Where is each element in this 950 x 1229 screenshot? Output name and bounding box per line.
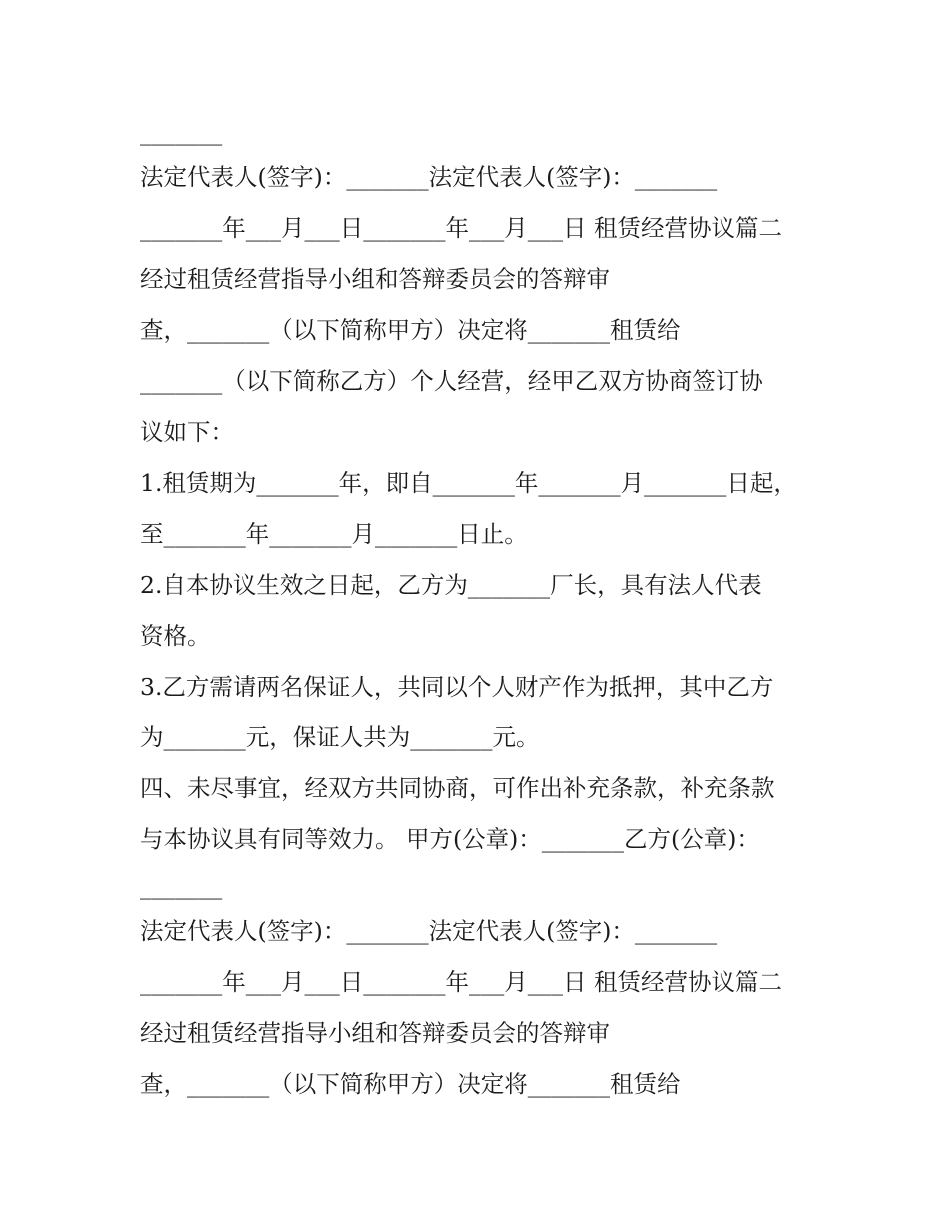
text-line-8: 1.租赁期为_______年，即自_______年_______月_______日起， <box>140 469 797 497</box>
text-line-15: 与本协议具有同等效力。 甲方(公章)：_______乙方(公章)： <box>140 825 760 853</box>
text-line-9: 至_______年_______月_______日止。 <box>140 520 528 548</box>
text-line-20: 查，_______（以下简称甲方）决定将_______租赁给 <box>140 1070 681 1098</box>
text-line-13: 为_______元，保证人共为_______元。 <box>140 723 540 751</box>
text-line-7: 议如下： <box>140 418 234 446</box>
text-line-19: 经过租赁经营指导小组和答辩委员会的答辩审 <box>140 1019 610 1047</box>
text-line-18: _______年___月___日_______年___月___日 租赁经营协议篇二 <box>140 968 782 996</box>
text-line-1: _______ <box>140 118 223 146</box>
text-line-6: _______（以下简称乙方）个人经营，经甲乙双方协商签订协 <box>140 367 763 395</box>
text-line-10: 2.自本协议生效之日起，乙方为_______厂长，具有法人代表 <box>140 571 762 599</box>
text-line-4: 经过租赁经营指导小组和答辩委员会的答辩审 <box>140 265 610 293</box>
text-line-11: 资格。 <box>140 622 211 650</box>
text-line-14: 四、未尽事宜，经双方共同协商，可作出补充条款，补充条款 <box>140 774 775 802</box>
text-line-17: 法定代表人(签字)：_______法定代表人(签字)：_______ <box>140 917 718 945</box>
text-line-3: _______年___月___日_______年___月___日 租赁经营协议篇二 <box>140 214 782 242</box>
text-line-5: 查，_______（以下简称甲方）决定将_______租赁给 <box>140 316 681 344</box>
text-line-2: 法定代表人(签字)：_______法定代表人(签字)：_______ <box>140 163 718 191</box>
text-line-12: 3.乙方需请两名保证人，共同以个人财产作为抵押，其中乙方 <box>140 673 774 701</box>
text-line-16: _______ <box>140 872 223 900</box>
